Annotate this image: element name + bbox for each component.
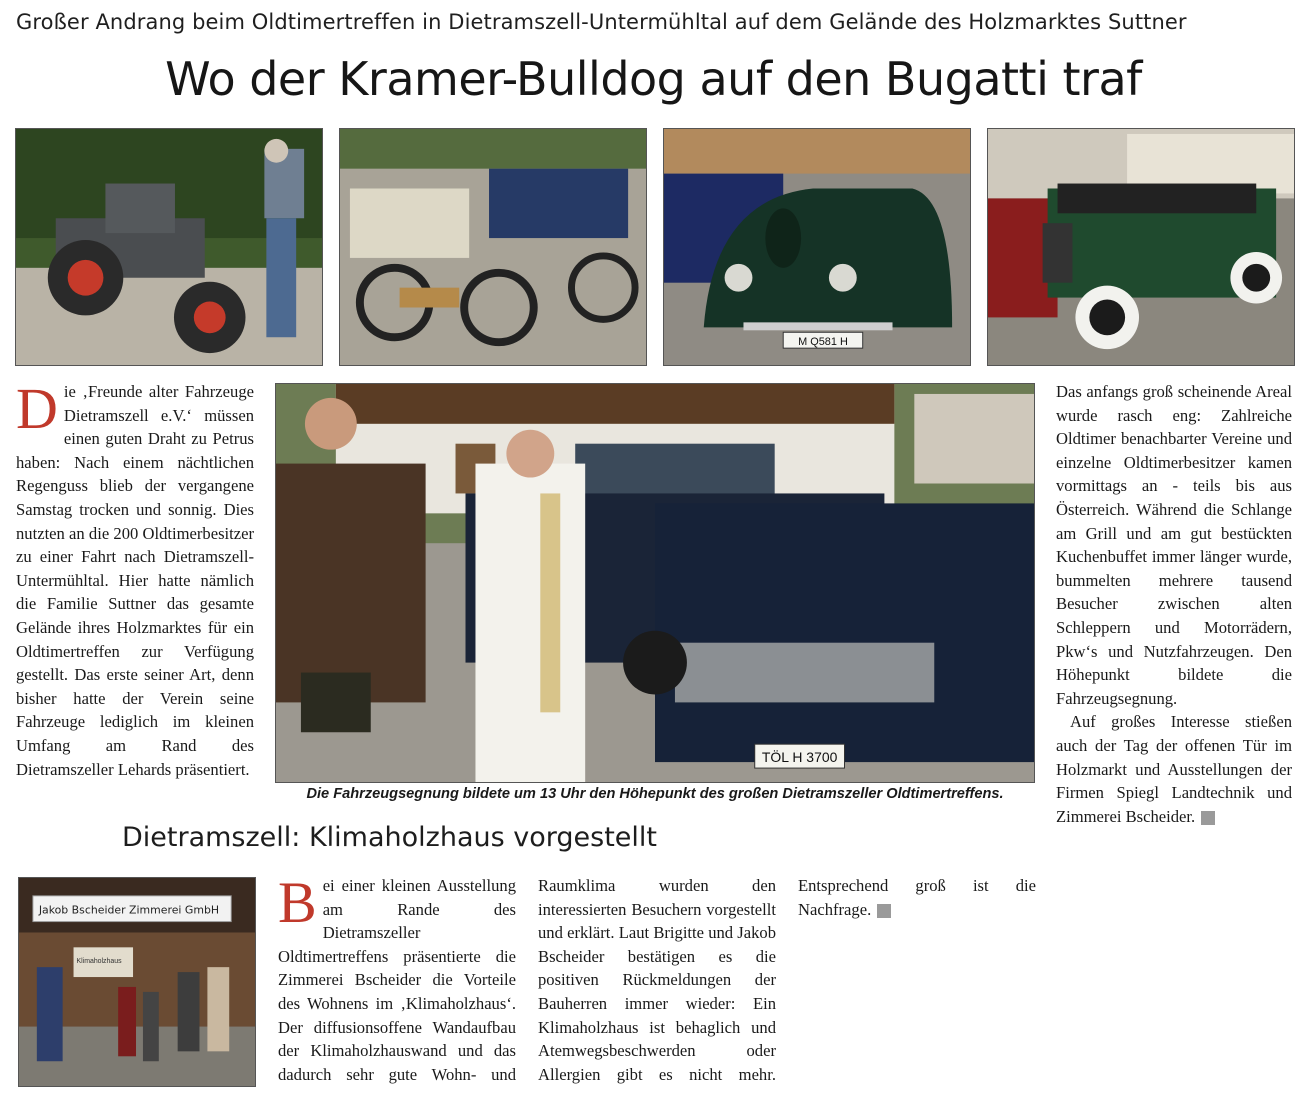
vintage-car-photo (987, 128, 1295, 366)
blessing-photo (275, 383, 1035, 783)
bugatti-plate: M Q581 H (798, 336, 848, 349)
article-column-left (16, 376, 254, 781)
article-text: ie ‚Freunde alter Fahrzeuge Dietramszell e.V.‘ müssen einen guten Draht zu Petrus haben: Nach einem nächtlichen Regenguss blieb der vergangene Samstag trocken und sonnig. Dies nutzten an die 200 Oldtimerbesitzer zu einer Fahrt nach Dietramszell-Untermühltal. Hier hatte nämlich die Familie Suttner das gesamte Gelände ihres Holzmarktes für ein Oldtimertreffen zur Verfügung gestellt. Das erste seiner Art, denn bisher hatte der Verein seine Fahrzeuge lediglich im kleinen Umfang am Rand des Dietramszeller Lehards präsentiert. (16, 382, 254, 779)
article-kicker: Großer Andrang beim Oldtimertreffen in Dietramszell-Untermühltal auf dem Gelände des Holzmarktes Suttner (16, 10, 1187, 34)
photo-caption: Die Fahrzeugsegnung bildete um 13 Uhr den Höhepunkt des großen Dietramszeller Oldtimertreffens. (306, 786, 1004, 802)
article2-headline: Dietramszell: Klimaholzhaus vorgestellt (122, 822, 657, 853)
end-mark-icon (877, 904, 891, 918)
opel-plate: TÖL H 3700 (761, 749, 838, 766)
article-column-right (1056, 380, 1292, 828)
article2-text-columns (278, 870, 1036, 1089)
article-text: Das anfangs groß scheinende Areal wurde rasch eng: Zahlreiche Oldtimer benachbarter Vereine und einzelne Oldtimerbesitzer kamen vormittags an - teils bis aus Österreich. Während die Schlange am Grill und am gut bestückten Kuchenbuffet immer länger wurde, bummelten mehrere tausend Besucher zwischen alten Schleppern und Motorrädern, Pkw‘s und Nutzfahrzeugen. Den Höhepunkt bildete die Fahrzeugsegnung. (1056, 382, 1292, 708)
exhibition-board: Klimaholzhaus (76, 958, 122, 966)
article2-text: ei einer kleinen Ausstellung am Rande des Dietramszeller Oldtimertreffens präsentierte die Zimmerei Bscheider die Vorteile des Wohnens im ‚Klimaholzhaus‘. Der diffusionsoffene Wandaufbau der Klimaholzhauswand und das dadurch sehr gute Wohn- und Raumklima wurden den interessierten Besuchern vorgestellt und erklärt. Laut Brigitte und Jakob Bscheider bestätigen es die positiven Rückmeldungen der Bauherren immer wieder: Ein Klimaholzhaus ist behaglich und Atemwegsbeschwerden oder Allergien gibt es nicht mehr. Entsprechend groß ist die Nachfrage. (278, 876, 1036, 1084)
dropcap-b: B (278, 870, 317, 935)
exhibition-photo (18, 877, 256, 1087)
article-text: Auf großes Interesse stießen auch der Tag der offenen Tür im Holzmarkt und Ausstellungen der Firmen Spiegl Landtechnik und Zimmerei Bscheider. (1056, 712, 1292, 826)
end-mark-icon (1201, 811, 1215, 825)
dropcap-d: D (16, 376, 58, 441)
article-headline: Wo der Kramer-Bulldog auf den Bugatti traf (165, 52, 1142, 106)
exhibition-sign: Jakob Bscheider Zimmerei GmbH (38, 903, 220, 917)
bugatti-photo (663, 128, 971, 366)
motorcycles-photo (339, 128, 647, 366)
tractor-photo (15, 128, 323, 366)
